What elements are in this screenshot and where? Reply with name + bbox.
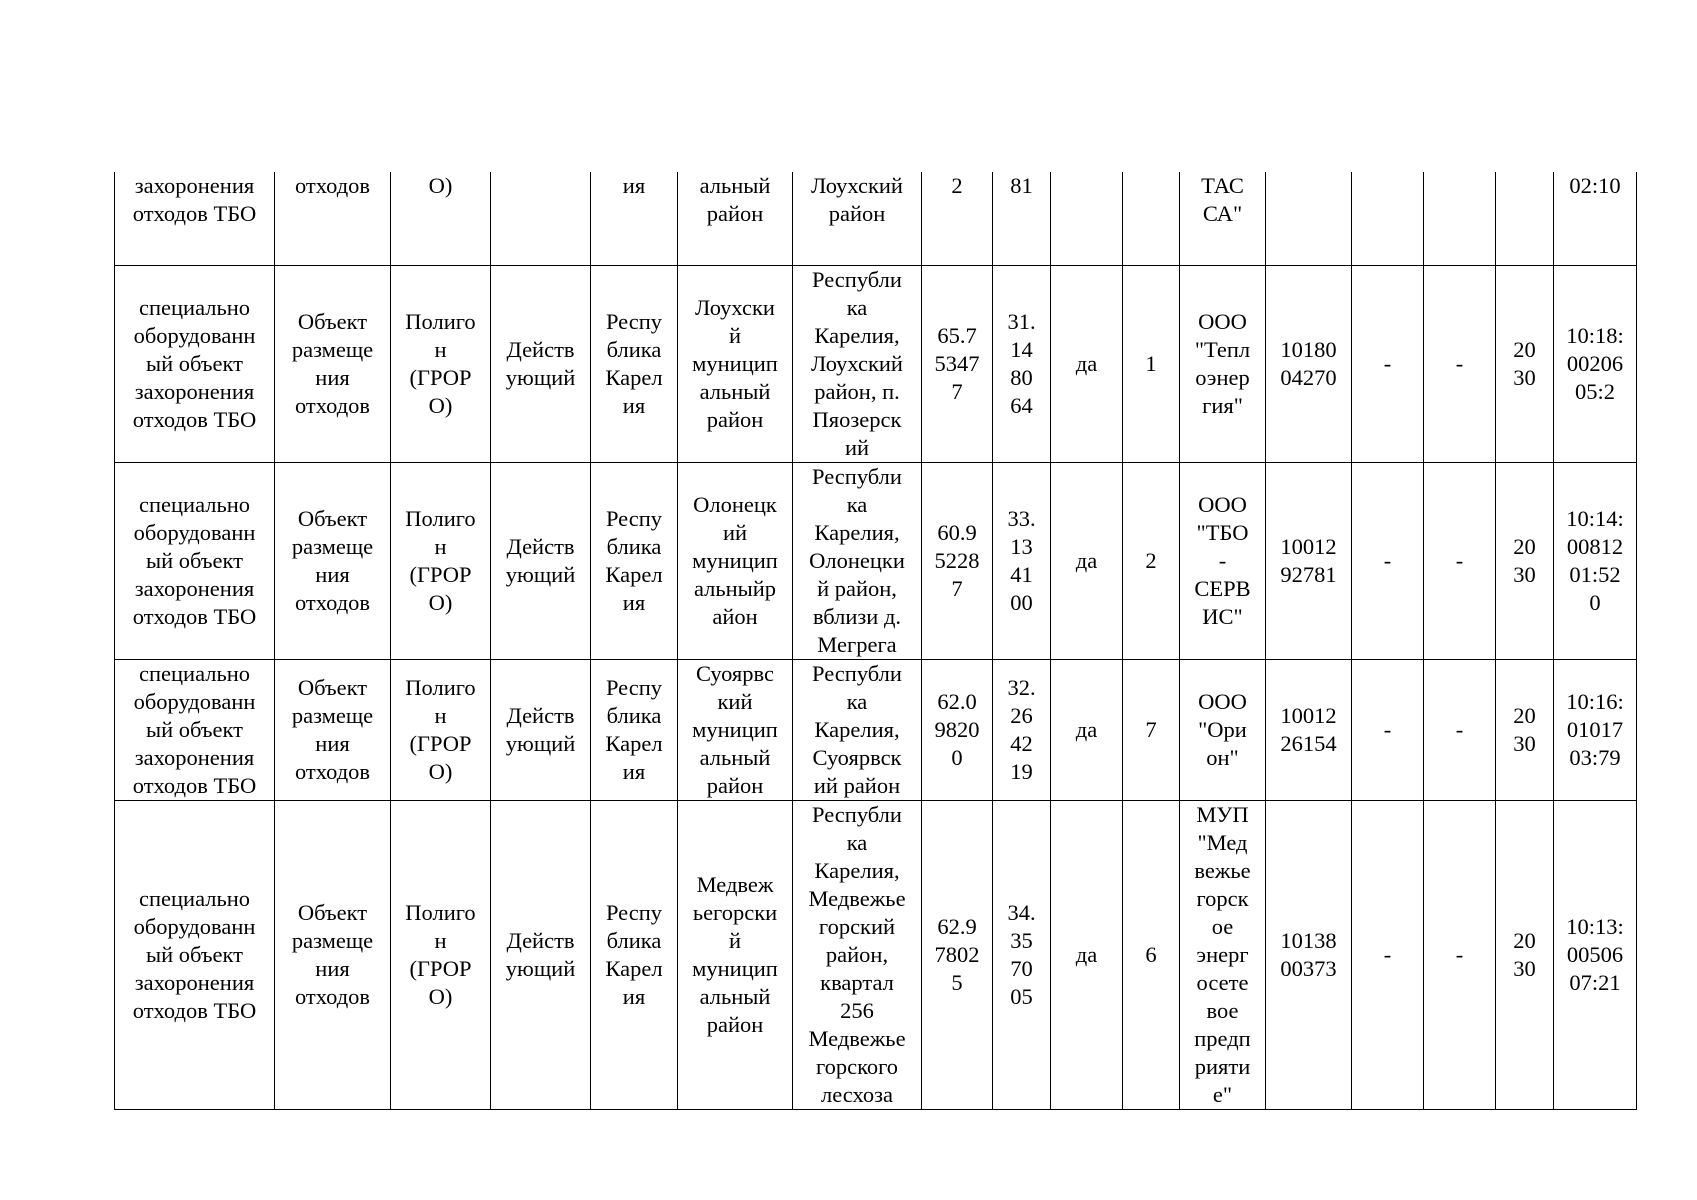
cell-col-14: - (1352, 659, 1424, 800)
cell-object-type: Объект размеще ния отходов (275, 265, 391, 462)
cell-col-15: - (1424, 265, 1496, 462)
cell-operator: МУП "Мед вежье горск ое энерг осете вое предп рияти е" (1180, 800, 1266, 1109)
cell-object-kind: специально оборудованн ый объект захоронения отходов ТБО (115, 800, 275, 1109)
cell-cadastral-number: 10:14: 00812 01:52 0 (1554, 462, 1637, 659)
cell-cadastral-number: 10:16: 01017 03:79 (1554, 659, 1637, 800)
table-row (115, 659, 1637, 800)
cell-inn (1266, 172, 1352, 265)
cell-cadastral-number: 10:18: 00206 05:2 (1554, 265, 1637, 462)
cell-number: 6 (1123, 800, 1180, 1109)
cell-region: Респу блика Карел ия (591, 659, 678, 800)
cell-municipality: Лоухски й муницип альный район (678, 265, 793, 462)
cell-longitude: 34. 35 70 05 (993, 800, 1051, 1109)
cell-status: Действ ующий (491, 265, 591, 462)
cell-flag (1051, 172, 1123, 265)
cell-longitude: 81 (993, 172, 1051, 265)
cell-object-type: отходов (275, 172, 391, 265)
cell-col-15: - (1424, 462, 1496, 659)
cell-object-subtype: Полиго н (ГРОР О) (391, 265, 491, 462)
cell-flag: да (1051, 265, 1123, 462)
cell-operator: ООО "Ори он" (1180, 659, 1266, 800)
table-row (115, 462, 1637, 659)
cell-object-kind: специально оборудованн ый объект захоронения отходов ТБО (115, 659, 275, 800)
table-row (115, 172, 1637, 265)
cell-region: Респу блика Карел ия (591, 265, 678, 462)
cell-status (491, 172, 591, 265)
cell-address: Лоухский район (793, 172, 922, 265)
cell-year: 20 30 (1496, 462, 1554, 659)
cell-year: 20 30 (1496, 800, 1554, 1109)
cell-number (1123, 172, 1180, 265)
cell-status: Действ ующий (491, 659, 591, 800)
cell-inn: 10012 92781 (1266, 462, 1352, 659)
cell-operator: ООО "Тепл оэнер гия" (1180, 265, 1266, 462)
cell-object-type: Объект размеще ния отходов (275, 659, 391, 800)
cell-longitude: 33. 13 41 00 (993, 462, 1051, 659)
cell-latitude: 2 (922, 172, 993, 265)
cell-cadastral-number: 10:13: 00506 07:21 (1554, 800, 1637, 1109)
cell-status: Действ ующий (491, 800, 591, 1109)
cell-region: Респу блика Карел ия (591, 800, 678, 1109)
document-table (114, 172, 1637, 1110)
cell-col-15: - (1424, 800, 1496, 1109)
cell-number: 1 (1123, 265, 1180, 462)
cell-year: 20 30 (1496, 265, 1554, 462)
cell-flag: да (1051, 800, 1123, 1109)
cell-object-type: Объект размеще ния отходов (275, 462, 391, 659)
cell-region: ия (591, 172, 678, 265)
cell-longitude: 32. 26 42 19 (993, 659, 1051, 800)
cell-year: 20 30 (1496, 659, 1554, 800)
cell-col-14: - (1352, 800, 1424, 1109)
cell-object-kind: захоронения отходов ТБО (115, 172, 275, 265)
cell-number: 7 (1123, 659, 1180, 800)
cell-col-14 (1352, 172, 1424, 265)
cell-inn: 10138 00373 (1266, 800, 1352, 1109)
cell-object-kind: специально оборудованн ый объект захоронения отходов ТБО (115, 265, 275, 462)
cell-operator: ООО "ТБО - СЕРВ ИС" (1180, 462, 1266, 659)
cell-object-subtype: Полиго н (ГРОР О) (391, 659, 491, 800)
cell-object-subtype: Полиго н (ГРОР О) (391, 800, 491, 1109)
cell-latitude: 65.7 5347 7 (922, 265, 993, 462)
cell-latitude: 60.9 5228 7 (922, 462, 993, 659)
cell-region: Респу блика Карел ия (591, 462, 678, 659)
cell-year (1496, 172, 1554, 265)
cell-col-15 (1424, 172, 1496, 265)
table-body (115, 172, 1637, 1109)
cell-inn: 10012 26154 (1266, 659, 1352, 800)
cell-status: Действ ующий (491, 462, 591, 659)
cell-inn: 10180 04270 (1266, 265, 1352, 462)
cell-municipality: Суоярвс кий муницип альный район (678, 659, 793, 800)
cell-flag: да (1051, 659, 1123, 800)
cell-municipality: альный район (678, 172, 793, 265)
cell-col-15: - (1424, 659, 1496, 800)
cell-col-14: - (1352, 462, 1424, 659)
cell-object-subtype: Полиго н (ГРОР О) (391, 462, 491, 659)
cell-longitude: 31. 14 80 64 (993, 265, 1051, 462)
cell-address: Республи ка Карелия, Медвежье горский район, квартал 256 Медвежье горского лесхоза (793, 800, 922, 1109)
cell-flag: да (1051, 462, 1123, 659)
cell-municipality: Олонецк ий муницип альныйр айон (678, 462, 793, 659)
cell-object-type: Объект размеще ния отходов (275, 800, 391, 1109)
cell-address: Республи ка Карелия, Лоухский район, п. Пяозерск ий (793, 265, 922, 462)
cell-latitude: 62.0 9820 0 (922, 659, 993, 800)
cell-col-14: - (1352, 265, 1424, 462)
cell-operator: ТАС СА" (1180, 172, 1266, 265)
table-row (115, 265, 1637, 462)
cell-cadastral-number: 02:10 (1554, 172, 1637, 265)
cell-object-kind: специально оборудованн ый объект захоронения отходов ТБО (115, 462, 275, 659)
cell-municipality: Медвеж ьегорски й муницип альный район (678, 800, 793, 1109)
cell-address: Республи ка Карелия, Суоярвск ий район (793, 659, 922, 800)
cell-number: 2 (1123, 462, 1180, 659)
cell-address: Республи ка Карелия, Олонецки й район, вблизи д. Мегрега (793, 462, 922, 659)
cell-latitude: 62.9 7802 5 (922, 800, 993, 1109)
table-row (115, 800, 1637, 1109)
cell-object-subtype: О) (391, 172, 491, 265)
